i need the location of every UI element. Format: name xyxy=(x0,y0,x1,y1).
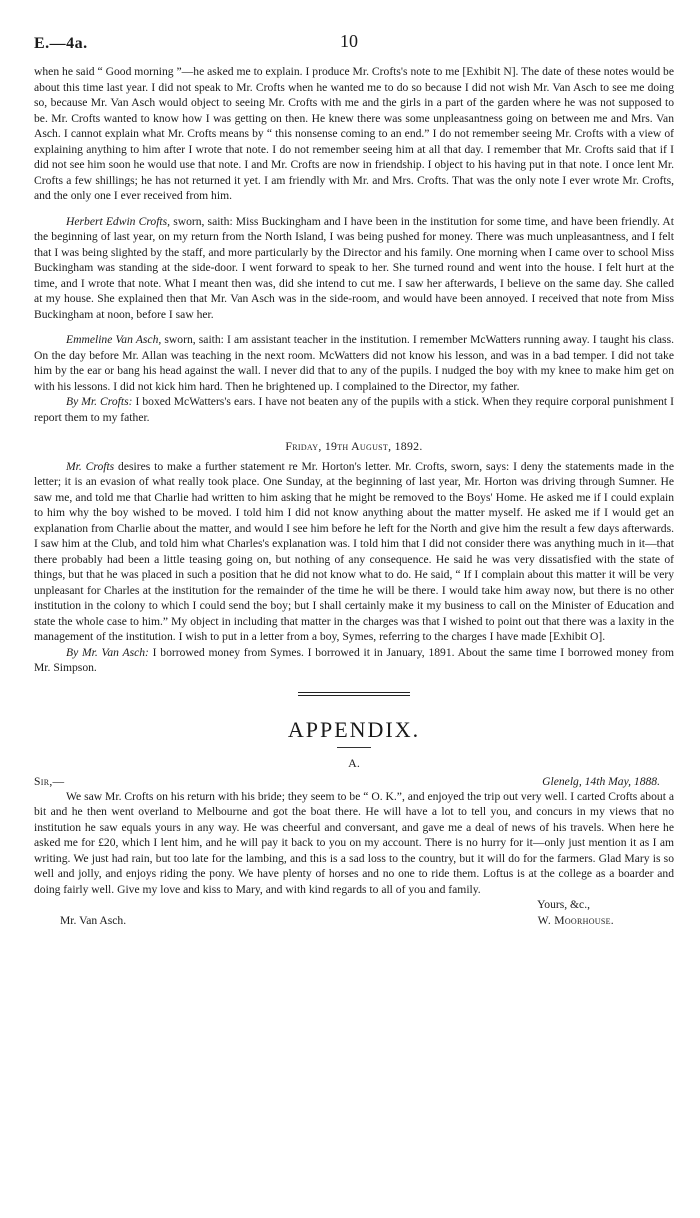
date-heading: Friday, 19th August, 1892. xyxy=(285,439,423,453)
witness-name: Mr. Crofts xyxy=(66,459,115,473)
appendix-letter-label: A. xyxy=(348,756,360,770)
short-divider xyxy=(337,747,371,748)
letter-body: We saw Mr. Crofts on his return with his bride; they seem to be “ O. K.”, and enjoyed the trip out very well. I carted Crofts about a bit and he then went overland to Melbourne and got the boat there. He will have a lot to tell you, and concurs in my views that no institution he saw equals yours in any way. He was cheerful and conversant, and gave me a deal of news of his travels. When here he asked me for £20, which I lent him, and he will pay it back to you on my account. There is no hurry for it—only just mention it as I am writing. We just had rain, but too late for the lambing, and this is a sad loss to the country, but it will do for the farmers. Glad Mary is so well and jolly, and enjoys riding the pony. We have plenty of horses and no one to ride them. Loftus is at the college as a boarder and doing fairly well. Give my love and kiss to Mary, and with kind regards to all of you and family. xyxy=(34,789,674,896)
running-head xyxy=(34,31,674,58)
complimentary-close: Yours, &c., xyxy=(537,898,590,911)
letter-signature-row xyxy=(34,913,674,929)
witness-statement: sworn, saith: I am assistant teacher in the institution. I remember McWatters running away. I taught his class. On the day before Mr. Allan was teaching in the next room. McWatters did not know his lesson, and was in a bad temper. I did not take him by the ear or bang his head against the wall. I never did that to any of the pupils. I nudged the boy with my knee to make him get on with his lessons. I did not kick him hard. Then he brightened up. I complained to the Director, my father. xyxy=(34,333,674,393)
cross-examination-paragraph xyxy=(34,394,674,425)
cross-examination-paragraph xyxy=(34,645,674,676)
appendix-title: APPENDIX. xyxy=(287,716,421,742)
section-divider xyxy=(298,692,410,696)
witness-name: Emmeline Van Asch, xyxy=(66,333,162,346)
letter-header xyxy=(34,774,674,789)
addressee: Mr. Van Asch. xyxy=(60,914,127,927)
document-reference: E.—4a. xyxy=(34,35,88,52)
witness-statement: sworn, saith: Miss Buckingham and I have been in the institution for some time, and have been friendly. At the beginning of last year, on my return from the North Island, I was being pushed for money. There was much unpleasantness, and I felt that I was being slighted by the staff, and more particularly by the Director and his family. One morning when I came over to school Miss Buckingham was standing at the side-door. I went forward to speak to her. She turned round and went into the house. I felt hurt at the time, and I wrote that note. What I meant then was, did she intend to cut me. I saw her afterwards, I believe on the same day. She called at my house. She explained then that Mr. Van Asch was in the side-room, and would have been annoyed. I received that note from Miss Buckingham at noon, before I saw her. xyxy=(34,214,674,321)
evidence-paragraph-van-asch xyxy=(34,332,674,394)
signature: W. Moorhouse. xyxy=(537,914,614,927)
letter-closing xyxy=(34,897,674,913)
evidence-paragraph-continued: when he said “ Good morning ”—he asked me to explain. I produce Mr. Crofts's note to me [Exhibit N]. The date of these notes would be about this time last year. I did not speak to Mr. Crofts when he wanted me to do so because I did not wish Mr. Van Asch to see me doing so, because Mr. Van Asch would object to seeing Mr. Crofts with me and the girls in a part of the garden where he was not supposed to be. Mr. Crofts wanted to know how I was getting on then. He knew there was some unpleasantness going on between me and Mrs. Van Asch. I cannot explain what Mr. Crofts means by “ this nonsense coming to an end.” I do not remember seeing Mr. Crofts with a view of explaining anything to him after I wrote that note. I do not remember seeing him at all that day. I remember that Mr. Crofts said that if I did not see him soon he would use that note. I and Mr. Crofts are now in friendship. I object to his having put in that note. I once lent Mr. Crofts a few shillings; he has not returned it yet. I am friendly with Mr. and Mrs. Crofts. That was the only note I ever wrote Mr. Crofts, and the only one I ever received from him. xyxy=(34,65,674,202)
place-and-date: Glenelg, 14th May, 1888. xyxy=(542,774,660,788)
examination-statement: I boxed McWatters's ears. I have not beaten any of the pupils with a stick. When they require corporal punishment I report them to my father. xyxy=(34,395,674,424)
examination-statement: I borrowed money from Symes. I borrowed it in January, 1891. About the same time I borrowed money from Mr. Simpson. xyxy=(34,645,674,674)
page-number: 10 xyxy=(340,31,358,51)
examiner-name: By Mr. Van Asch: xyxy=(66,645,149,659)
salutation: Sir,— xyxy=(34,774,65,788)
witness-statement: desires to make a further statement re Mr. Horton's letter. Mr. Crofts, sworn, says: I deny the statements made in the letter; it is an evasion of what really took place. One Sunday, at the beginning of last year, Mr. Horton was driving through Sumner. He saw me, and told me that Charlie had written to him asking that he might be removed to the Boys' Home. He asked me if I could explain to him why the boy wished to be moved. I told him I did not know anything about the matter myself. He asked me if I would get an explanation from Charlie about the matter, and would I see him before he left for the North and give him the result a few days afterwards. I saw him at the Club, and told him what Charles's explanation was. I told him that I did not consider there was anything much in it—that there probably had been a little teasing going on, but nothing of any consequence. He said he was very dissatisfied with the state of things, but that he was placed in such a position that he did not know what to do. He said, “ If I complain about this matter it will be very unpleasant for Charles at the institution for the remainder of the time he will be there. I would take him away now, but there is no other institution in the colony to which I could send the boy; but I shall certainly make it my business to call on the Minister of Education and state the whole case to him.” My object in including that matter in the charges was that I wished to point out that there was a laxity in the management of the institution. I wish to put in a letter from a boy, Symes, referring to the charges I have made [Exhibit O]. xyxy=(34,459,674,643)
examiner-name: By Mr. Crofts: xyxy=(66,395,133,408)
witness-name: Herbert Edwin Crofts, xyxy=(66,214,171,228)
evidence-paragraph-further-statement xyxy=(34,459,674,645)
evidence-paragraph-crofts xyxy=(34,214,674,323)
